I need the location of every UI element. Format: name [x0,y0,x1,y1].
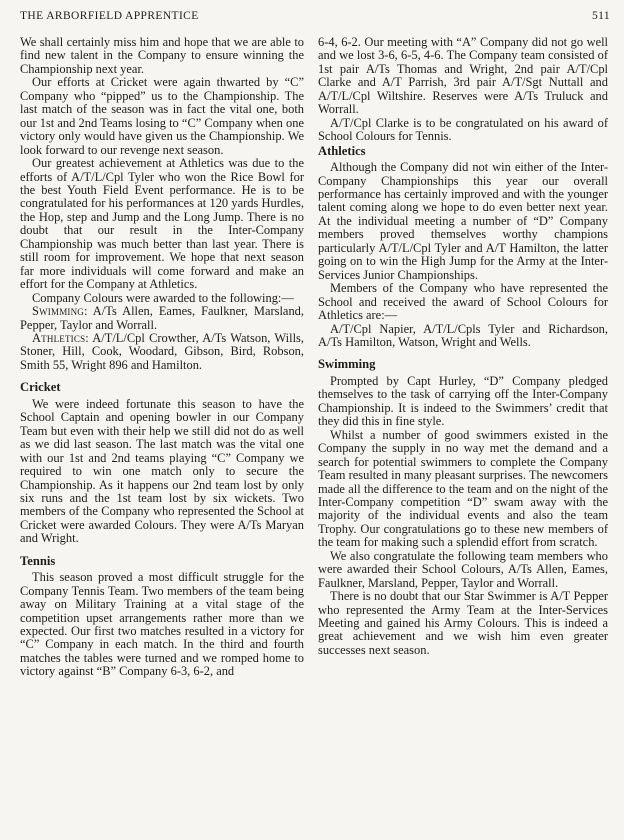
paragraph: Whilst a number of good swimmers existed in the Company the supply in no way met the demand and a search for potential swimmers to complete the Company Team resulted in many pleasant surprises. The newcomers made all the difference to the team and on the night of the Inter-Company competition “D” swam away with the majority of the individual events and also the team Trophy. Our congratulations go to these new members of the team for making such a splendid effort from scratch. [318,427,608,550]
paragraph: A/T/Cpl Napier, A/T/L/Cpls Tyler and Richardson, A/Ts Hamilton, Watson, Wright and Wells. [318,321,608,349]
paragraph: Our efforts at Cricket were again thwarted by “C” Company who “pipped” us to the Championship. The last match of the season was in fact the vital one, both our 1st and 2nd Teams losing to “C” Company when one victory only would have given us the Championship. We look forward to our revenge next season. [20,75,304,157]
colours-swimming [20,305,304,332]
paragraph: Our greatest achievement at Athletics was due to the efforts of A/T/L/Cpl Tyler who won the Rice Bowl for the best Youth Field Event performance. He is to be congratulated for his performances at 120 yards Hurdles, the Hop, step and Jump and the Long Jump. There is no doubt that our result in the Inter-Company Championship was much better than last year. There is still room for improvement. We hope that next season far more individuals will come forward and make an effort for the Company at Athletics. [20,156,304,292]
colours-athletics [20,332,304,372]
paragraph: 6-4, 6-2. Our meeting with “A” Company did not go well and we lost 3-6, 6-5, 4-6. The Company team consisted of 1st pair A/Ts Thomas and Wright, 2nd pair A/T/Cpl Clarke and A/T Parrish, 3rd pair A/T/Sgt Nuttall and A/T/L/Cpl Wiltshire. Reserves were A/Ts Truluck and Worrall. [318,35,608,117]
left-column [20,36,304,679]
colours-athletics-names: : A/T/L/Cpl Crowther, A/Ts Watson, Wills, Stoner, Hill, Cook, Woodard, Gibson, Bird, Robson, Smith 55, Wright 896 and Hamilton. [20,330,304,372]
paragraph: We were indeed fortunate this season to have the School Captain and opening bowler in our Company Team but even with their help we still did not do as well as we did last season. The last match was the vital one with our 1st and 2nd teams playing “C” Company we required to win one match only to secure the Championship. As it happens our 2nd team lost by only six runs and the 1st team lost by six wickets. Two members of the Company who represented the School at Cricket were awarded Colours. They were A/Ts Maryan and Wright. [20,396,304,546]
right-column [318,36,608,657]
section-heading-swimming: Swimming [318,357,376,372]
paragraph: There is no doubt that our Star Swimmer is A/T Pepper who represented the Army Team at the Inter-Services Meeting and gained his Army Colours. This is indeed a great achievement and we wish him even greater successes next season. [318,589,608,657]
paragraph: Although the Company did not win either of the Inter-Company Championships this year our overall performance has certainly improved and with the younger talent coming along we hope to do even better next year. At the individual meeting a number of “D” Company members proved themselves worthy champions particularly A/T/L/Cpl Tyler and A/T Hamilton, the latter going on to win the High Jump for the Army at the Inter-Services Junior Championships. [318,160,608,282]
publication-title: THE ARBORFIELD APPRENTICE [20,10,199,22]
section-heading-cricket: Cricket [20,380,61,395]
colours-swimming-names: : A/Ts Allen, Eames, Faulkner, Marsland, Pepper, Taylor and Worrall. [20,304,304,332]
paragraph: Company Colours were awarded to the following:— [32,290,294,305]
paragraph: A/T/Cpl Clarke is to be congratulated on his award of School Colours for Tennis. [318,115,608,144]
paragraph: Members of the Company who have represented the School and received the award of School Colours for Athletics are:— [318,281,608,323]
page-number: 511 [591,10,610,22]
paragraph: We shall certainly miss him and hope that we are able to find new talent in the Company to ensure winning the Championship next year. [20,35,304,76]
paragraph: Prompted by Capt Hurley, “D” Company pledged themselves to the task of carrying off the Inter-Company Championship. It is indeed to the Swimmers’ credit that they did this in fine style. [318,373,608,429]
section-heading-athletics: Athletics [318,143,366,158]
running-header [20,10,610,28]
paragraph: We also congratulate the following team members who were awarded their School Colours, A/Ts Allen, Eames, Faulkner, Marsland, Pepper, Taylor and Worrall. [318,548,608,590]
colours-swimming-label: Swimming [32,304,85,319]
paragraph: This season proved a most difficult struggle for the Company Tennis Team. Two members of the team being away on Military Training at a vital stage of the competition upset arrangements rather more than we expected. Our first two matches resulted in a victory for “C” Company in each match. In the third and fourth matches the tables were turned and we romped home to victory against “B” Company 6-3, 6-2, and [20,570,304,679]
colours-athletics-label: Athletics [32,330,86,345]
section-heading-tennis: Tennis [20,553,56,568]
